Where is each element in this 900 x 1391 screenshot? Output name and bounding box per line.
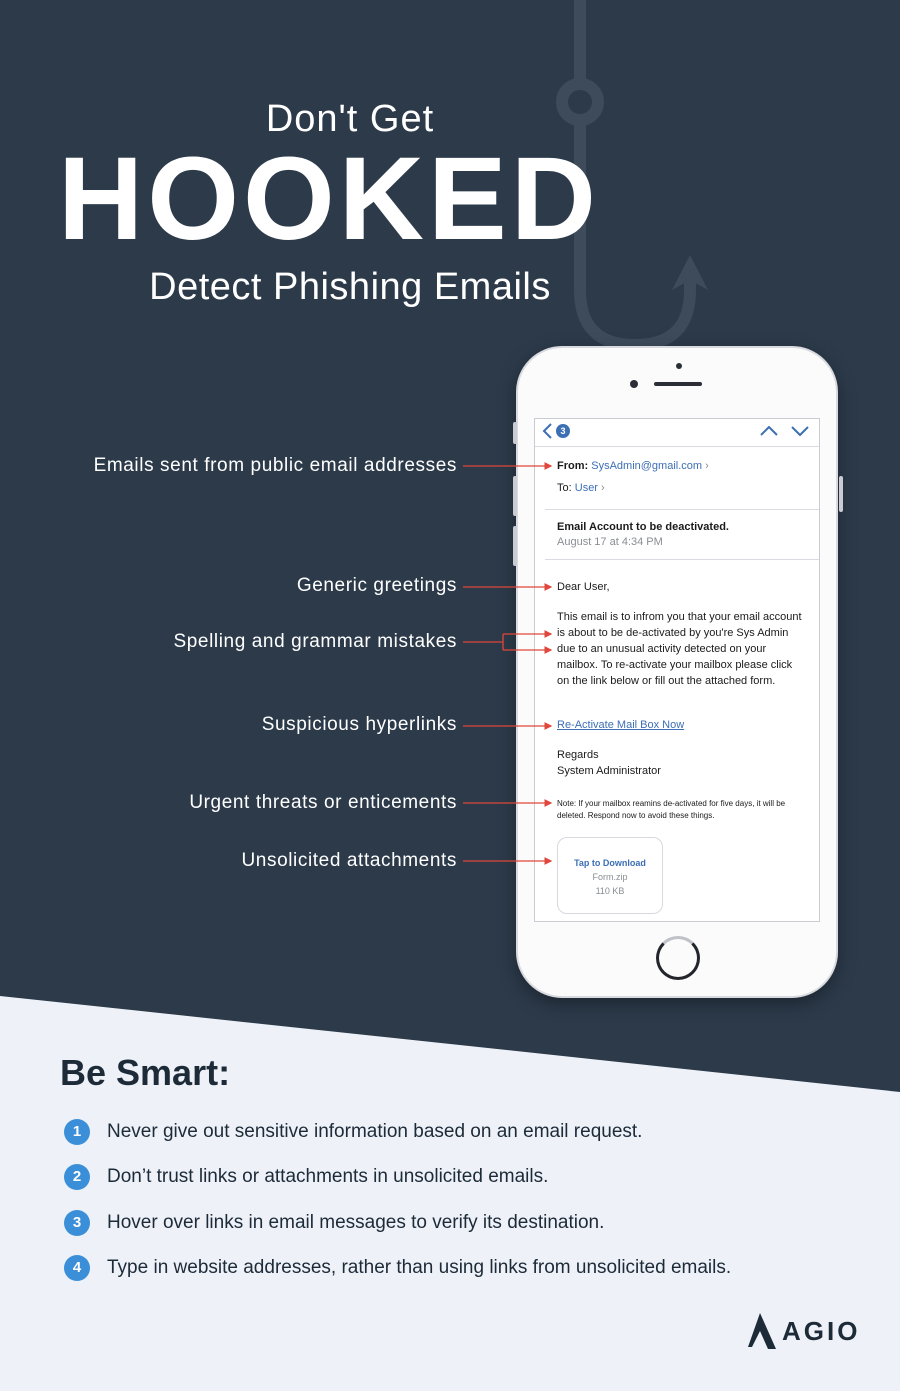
tip-item (64, 1210, 604, 1236)
tip-text: Don’t trust links or attachments in unsolicited emails. (107, 1166, 549, 1187)
callout-spelling-grammar: Spelling and grammar mistakes (173, 631, 457, 652)
phone-camera (630, 380, 638, 388)
attachment-download-label[interactable]: Tap to Download (574, 858, 646, 868)
callout-unsolicited-attachments: Unsolicited attachments (241, 850, 457, 871)
agio-logo-text: AGIO (782, 1315, 861, 1346)
tip-item (64, 1255, 731, 1281)
tip-text: Type in website addresses, rather than using links from unsolicited emails. (107, 1257, 732, 1278)
tip-number-badge: 4 (64, 1255, 90, 1281)
email-screen (534, 418, 820, 922)
chevron-up-icon[interactable] (760, 426, 778, 436)
be-smart-title: Be Smart: (60, 1052, 231, 1093)
from-label: From: (557, 460, 589, 472)
callout-generic-greetings: Generic greetings (296, 575, 457, 596)
from-address[interactable]: SysAdmin@gmail.com (591, 460, 703, 472)
tip-number-badge: 2 (64, 1164, 90, 1190)
email-body: This email is to infrom you that your email account is about to be de-activated by you're Sys Admin due to an unusual activity detected on your mailbox. To re-activate your mailbox please click on the link below or fill out the attached form. (557, 611, 802, 687)
phone-speaker (654, 382, 702, 386)
tip-number-badge: 3 (64, 1210, 90, 1236)
title-subtitle: Detect Phishing Emails (149, 266, 551, 308)
to-address[interactable]: User (574, 482, 598, 494)
agio-logo-mark-icon (746, 1313, 778, 1349)
email-signature: System Administrator (557, 765, 661, 777)
tip-number-badge: 1 (64, 1119, 90, 1145)
email-regards: Regards (557, 749, 599, 761)
back-chevron-icon[interactable] (541, 423, 555, 439)
divider (535, 446, 819, 447)
tip-item (64, 1164, 548, 1190)
phone-volume-up (513, 476, 517, 516)
tip-item (64, 1119, 642, 1145)
tip-text: Never give out sensitive information based on an email request. (107, 1121, 643, 1142)
reactivate-link[interactable]: Re-Activate Mail Box Now (557, 719, 685, 731)
email-note: Note: If your mailbox reamins de-activated for five days, it will be deleted. Respond now to avoid these things. (557, 799, 786, 820)
attachment-card[interactable] (557, 837, 663, 914)
tip-text: Hover over links in email messages to verify its destination. (107, 1212, 605, 1233)
email-greeting: Dear User, (557, 581, 610, 593)
phone-volume-down (513, 526, 517, 566)
to-row (557, 482, 605, 494)
agio-logo (746, 1313, 860, 1349)
divider (545, 509, 819, 510)
unread-count-badge: 3 (556, 424, 570, 438)
phone-power-button (839, 476, 843, 512)
callout-suspicious-hyperlinks: Suspicious hyperlinks (261, 714, 457, 735)
phone-home-button[interactable] (656, 936, 700, 980)
phone-sensor (676, 363, 682, 369)
attachment-size: 110 KB (595, 886, 625, 896)
callout-urgent-threats: Urgent threats or enticements (189, 792, 457, 813)
chevron-right-icon: › (601, 482, 605, 494)
callout-public-email: Emails sent from public email addresses (93, 455, 457, 476)
title-top: Don't Get (265, 98, 435, 140)
attachment-filename: Form.zip (592, 872, 628, 882)
chevron-down-icon[interactable] (791, 426, 809, 436)
chevron-right-icon: › (705, 460, 709, 472)
from-row (557, 460, 709, 472)
to-label: To: (557, 482, 572, 494)
title-main: HOOKED (58, 133, 600, 265)
divider (545, 559, 819, 560)
email-date: August 17 at 4:34 PM (557, 536, 663, 548)
email-subject: Email Account to be deactivated. (557, 521, 729, 533)
phone-mute-switch (513, 422, 517, 444)
